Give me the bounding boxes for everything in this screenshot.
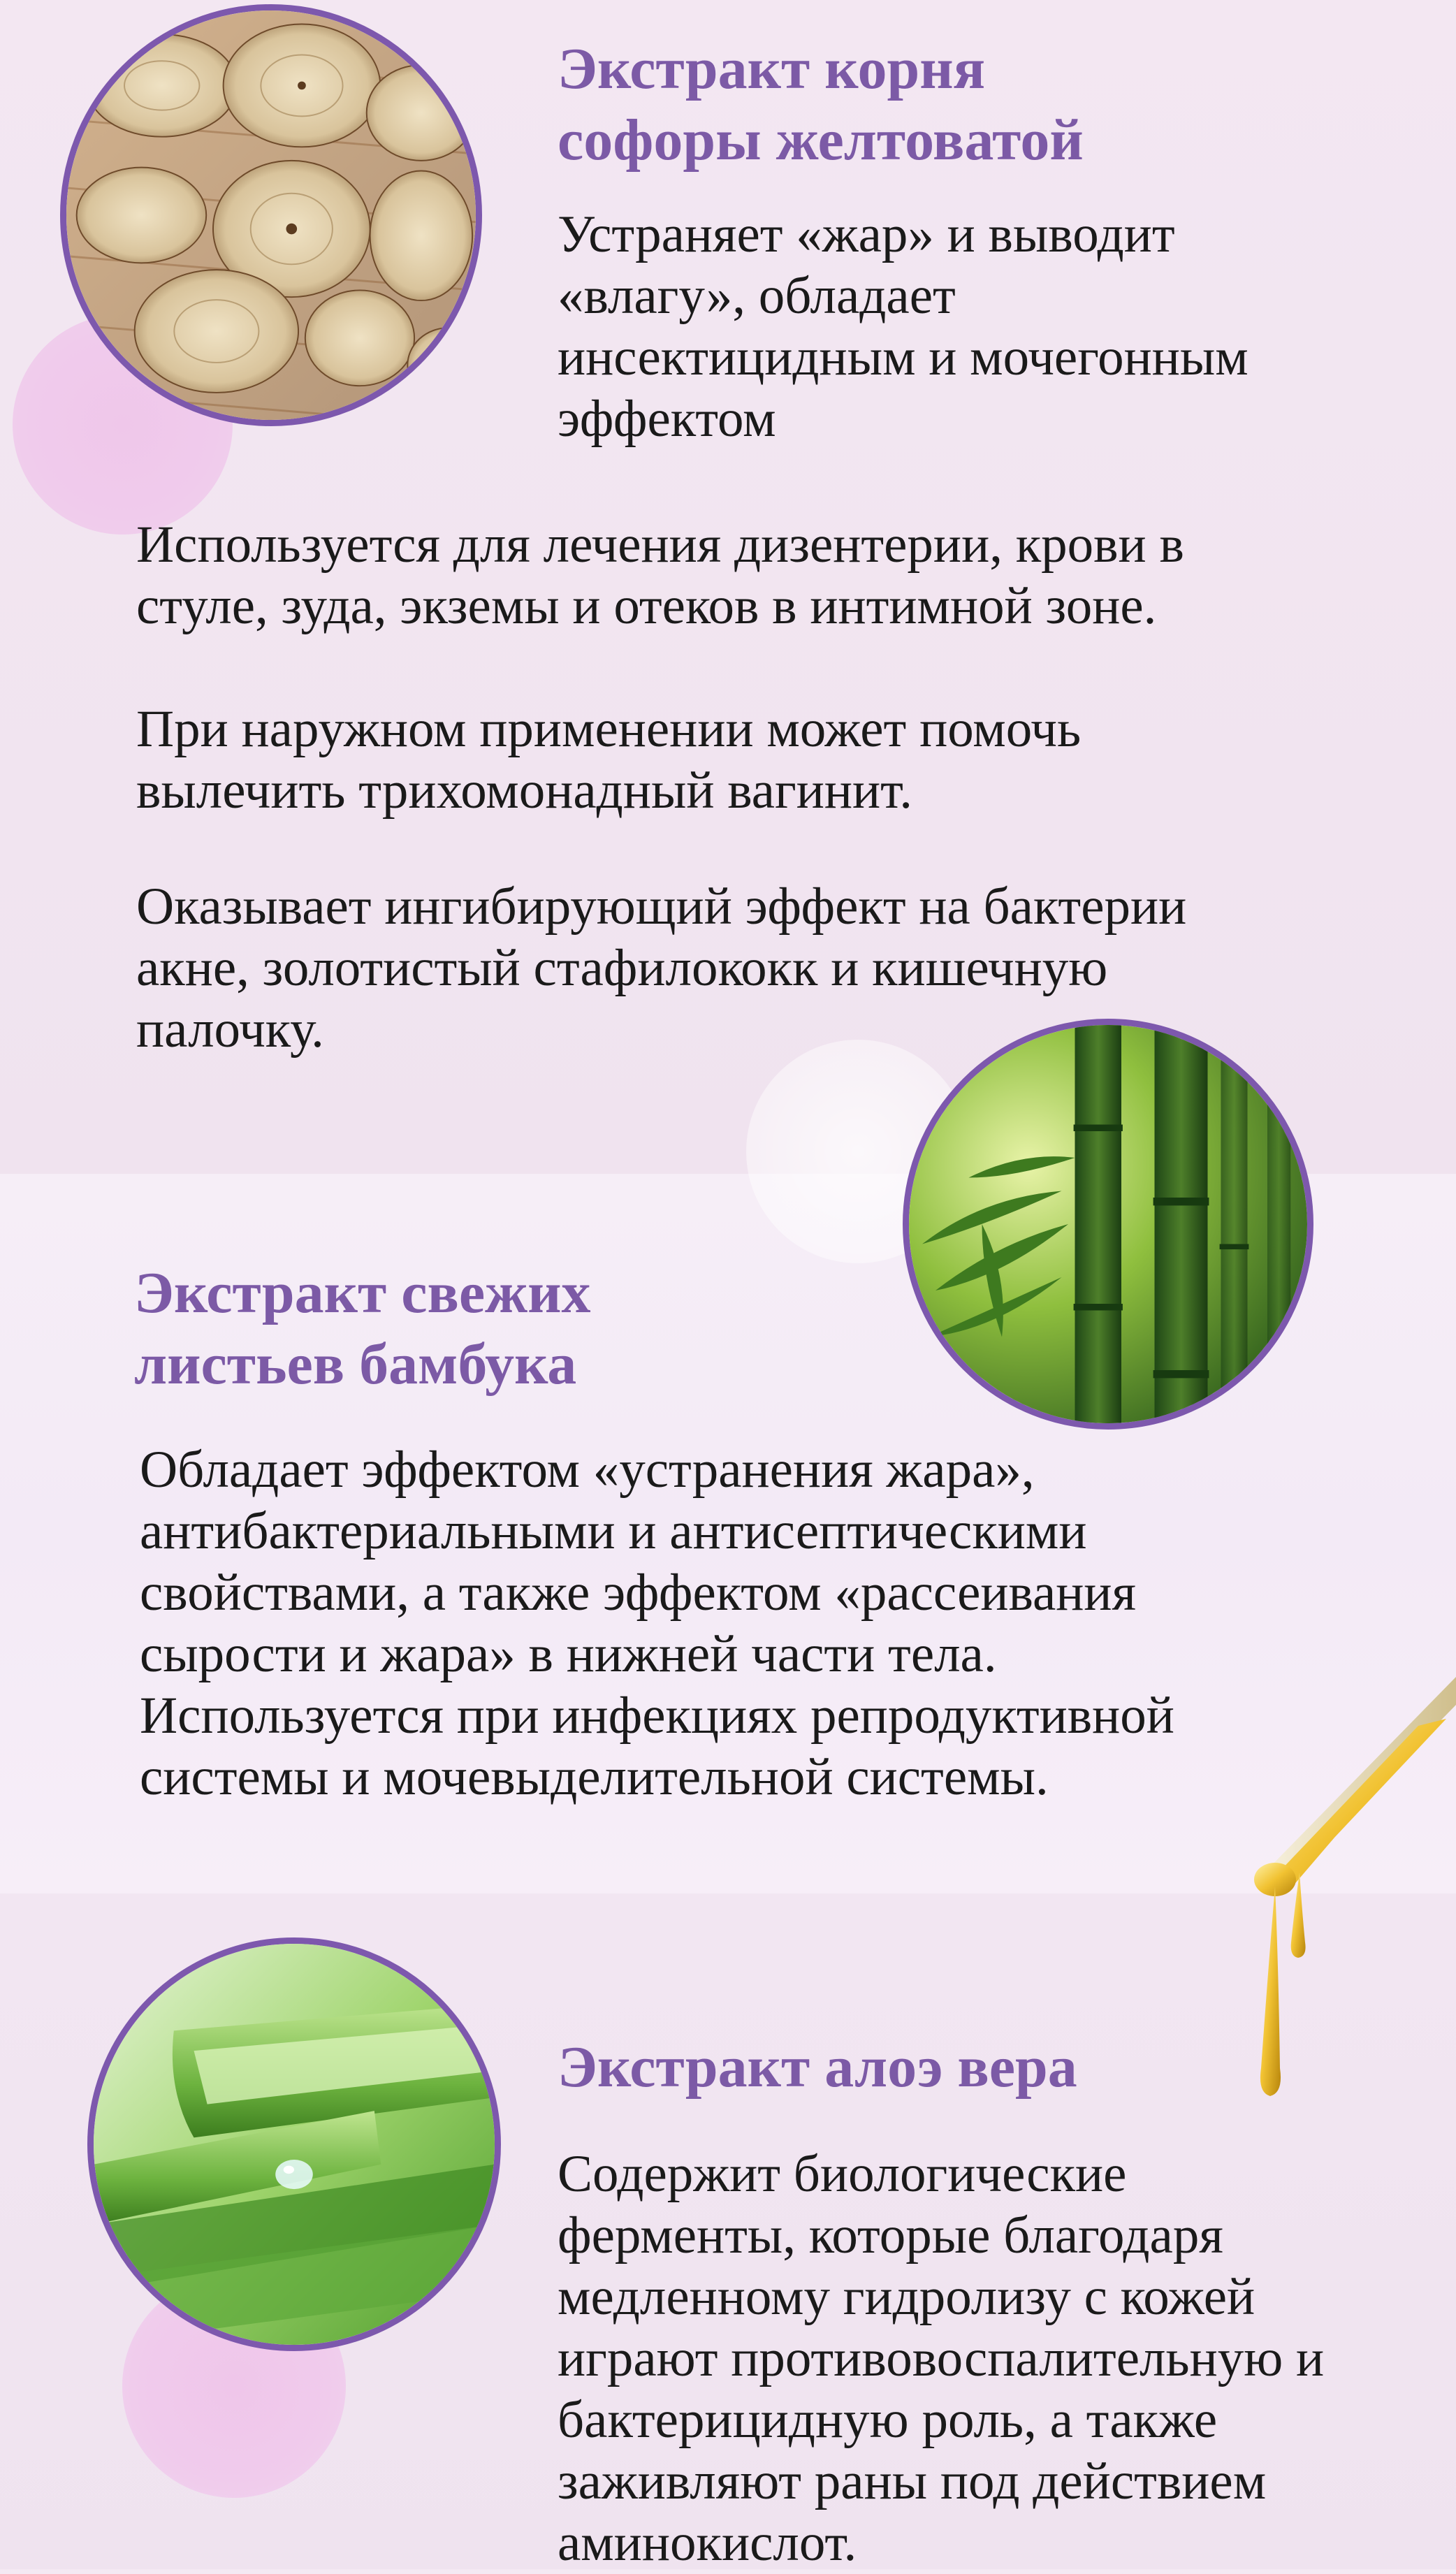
bamboo-photo — [903, 1019, 1313, 1430]
section-title-aloe: Экстракт алоэ вера — [558, 2035, 1077, 2100]
section-paragraph: Оказывает ингибирующий эффект на бактерии акне, золотистый стафилококк и кишечную палочку. — [136, 878, 1187, 1059]
section-title-sophora: Экстракт корня софоры желтоватой — [558, 36, 1084, 173]
aloe-vera-leaves-icon — [94, 1944, 495, 2345]
section-body-bamboo: Обладает эффектом «устранения жара», антибактериальными и антисептическими свойствами, а также эффектом «рассеивания сырости и жара» в нижней части тела. Используется при инфекциях репродуктивной системы и мочевыделительной системы. — [140, 1441, 1174, 1806]
bamboo-stalks-icon — [909, 1025, 1307, 1423]
section-body-aloe: Содержит биологические ферменты, которые благодаря медленному гидролизу с кожей играют противовоспалительную и бактерицидную роль, а также заживляют раны под действием аминокислот. — [558, 2145, 1325, 2572]
section-lead-sophora: Устраняет «жар» и выводит «влагу», обладает инсектицидным и мочегонным эффектом — [558, 205, 1248, 448]
sophora-root-photo — [60, 4, 482, 426]
sophora-root-slices-icon — [66, 10, 476, 420]
section-title-bamboo: Экстракт свежих листьев бамбука — [134, 1260, 591, 1397]
section-paragraph: При наружном применении может помочь вылечить трихомонадный вагинит. — [136, 700, 1082, 820]
section-paragraph: Используется для лечения дизентерии, крови в стуле, зуда, экземы и отеков в интимной зоне. — [136, 516, 1184, 635]
aloe-photo — [87, 1937, 501, 2351]
